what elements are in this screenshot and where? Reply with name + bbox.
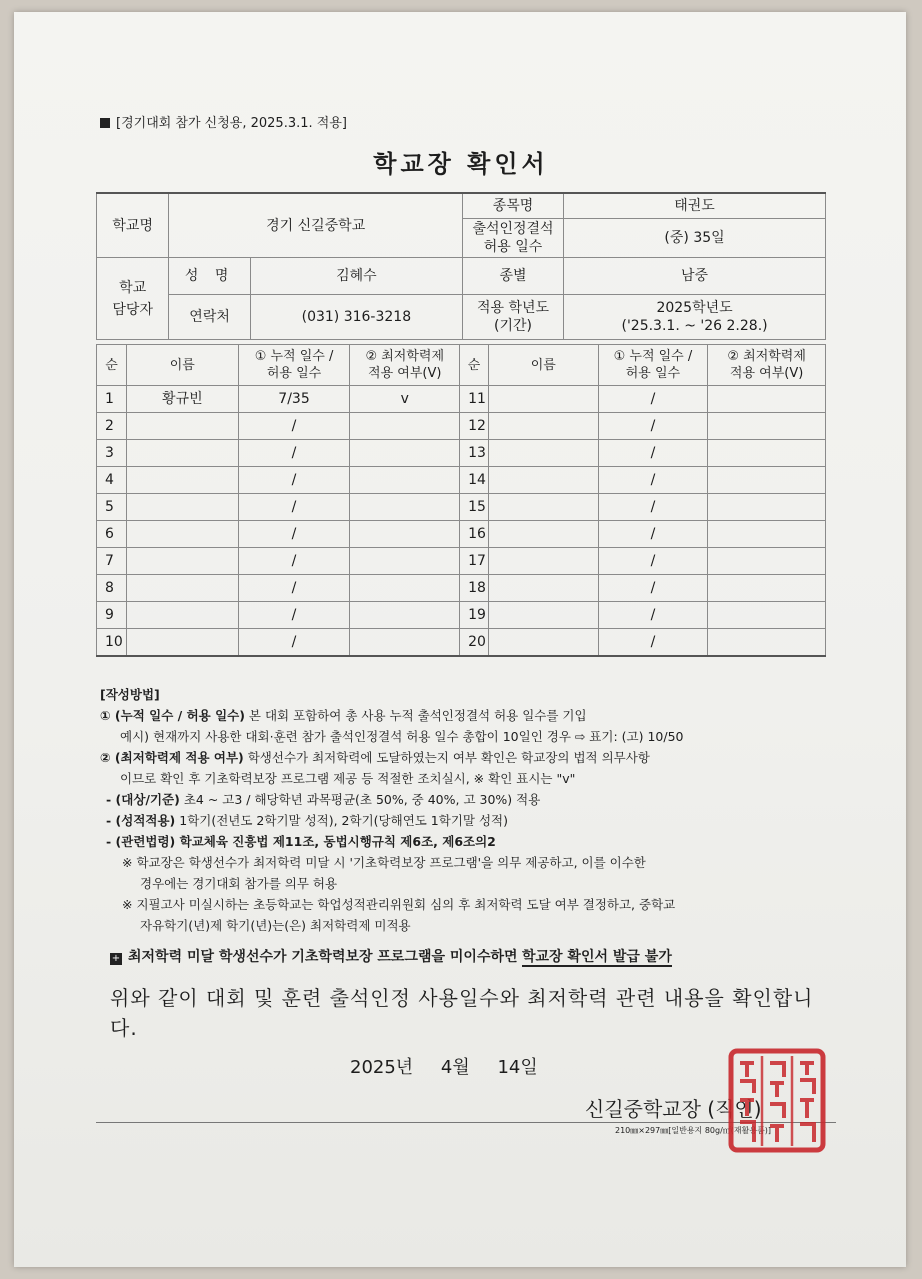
student-name	[488, 575, 598, 602]
days-used: /	[598, 602, 708, 629]
header-no: 순	[460, 345, 489, 386]
name-value: 김혜수	[250, 258, 462, 295]
absence-value: (중) 35일	[564, 219, 826, 258]
row-number: 4	[97, 467, 127, 494]
row-number: 10	[97, 629, 127, 657]
phone-value: (031) 316-3218	[250, 295, 462, 340]
roster-header-row	[97, 345, 826, 386]
table-row	[97, 575, 826, 602]
min-achievement	[708, 494, 826, 521]
form-header	[100, 112, 347, 131]
student-name	[126, 629, 238, 657]
days-used: /	[238, 521, 350, 548]
table-row	[97, 548, 826, 575]
student-name	[126, 602, 238, 629]
row-number: 20	[460, 629, 489, 657]
min-achievement	[350, 602, 460, 629]
row-number: 18	[460, 575, 489, 602]
days-used: /	[598, 575, 708, 602]
min-achievement	[708, 629, 826, 657]
days-used: /	[238, 494, 350, 521]
instruction-line: ① (누적 일수 / 허용 일수) 본 대회 포함하여 총 사용 누적 출석인정결석 허용 일수를 기입	[100, 708, 587, 723]
paper-spec-note: 210㎜×297㎜[일반용지 80g/㎡(재활용품)]	[615, 1126, 772, 1135]
min-achievement	[708, 440, 826, 467]
row-number: 1	[97, 386, 127, 413]
student-name	[488, 413, 598, 440]
student-name: 황규빈	[126, 386, 238, 413]
min-achievement	[708, 386, 826, 413]
school-label: 학교명	[97, 193, 169, 258]
days-used: /	[598, 467, 708, 494]
row-number: 11	[460, 386, 489, 413]
warning-notice: + 최저학력 미달 학생선수가 기초학력보장 프로그램을 미이수하면 학교장 확인서 발급 불가	[111, 949, 672, 965]
instructions	[100, 684, 840, 936]
min-achievement	[350, 413, 460, 440]
student-name	[488, 629, 598, 657]
row-number: 8	[97, 575, 127, 602]
table-row	[97, 629, 826, 657]
min-achievement	[350, 467, 460, 494]
instruction-line: - (성적적용) 1학기(전년도 2학기말 성적), 2학기(당해연도 1학기말 성적)	[106, 813, 508, 828]
days-used: 7/35	[238, 386, 350, 413]
official-seal-stamp	[728, 1048, 826, 1153]
plus-box-icon: +	[111, 953, 121, 964]
days-used: /	[238, 629, 350, 657]
instruction-line: - (대상/기준) 초4 ~ 고3 / 해당학년 과목평균(초 50%, 중 40%, 고 30%) 적용	[106, 792, 541, 807]
square-bullet-icon	[100, 118, 110, 128]
row-number: 12	[460, 413, 489, 440]
days-used: /	[598, 494, 708, 521]
min-achievement	[350, 575, 460, 602]
row-number: 6	[97, 521, 127, 548]
min-achievement	[708, 575, 826, 602]
instruction-line: - (관련법령) 학교체육 진흥법 제11조, 동법시행규칙 제6조, 제6조의2	[106, 834, 496, 849]
header-no: 순	[97, 345, 127, 386]
min-achievement	[350, 629, 460, 657]
table-row	[97, 413, 826, 440]
sport-value: 태권도	[564, 193, 826, 219]
student-name	[488, 548, 598, 575]
min-achievement	[708, 413, 826, 440]
instructions-title: [작성방법]	[100, 687, 160, 702]
days-used: /	[598, 521, 708, 548]
row-number: 7	[97, 548, 127, 575]
year-value: 2025학년도 ('25.3.1. ~ '26 2.28.)	[564, 295, 826, 340]
sport-label: 종목명	[462, 193, 563, 219]
days-used: /	[238, 575, 350, 602]
table-row	[97, 467, 826, 494]
student-name	[488, 386, 598, 413]
instruction-line: 자유학기(년)제 학기(년)는(은) 최저학력제 미적용	[140, 918, 411, 933]
instruction-line: ※ 지필고사 미실시하는 초등학교는 학업성적관리위원회 심의 후 최저학력 도달 여부 결정하고, 중학교	[122, 897, 676, 912]
table-row	[97, 494, 826, 521]
min-achievement	[350, 494, 460, 521]
table-row	[97, 602, 826, 629]
warning-underlined: 학교장 확인서 발급 불가	[521, 949, 672, 965]
row-number: 17	[460, 548, 489, 575]
row-number: 3	[97, 440, 127, 467]
days-used: /	[238, 548, 350, 575]
row-number: 9	[97, 602, 127, 629]
days-used: /	[238, 467, 350, 494]
footer-divider	[96, 1122, 836, 1123]
principal-signature-line: 신길중학교장 (직인)	[585, 1097, 762, 1121]
student-name	[126, 413, 238, 440]
table-row	[97, 440, 826, 467]
table-row	[97, 521, 826, 548]
student-name	[126, 575, 238, 602]
row-number: 2	[97, 413, 127, 440]
days-used: /	[598, 413, 708, 440]
page-title: 학교장 확인서	[373, 150, 549, 178]
student-name	[488, 602, 598, 629]
days-used: /	[598, 548, 708, 575]
header-days: ① 누적 일수 / 허용 일수	[598, 345, 708, 386]
row-number: 5	[97, 494, 127, 521]
school-info-table	[96, 192, 826, 340]
header-days: ① 누적 일수 / 허용 일수	[238, 345, 350, 386]
contact-label: 학교 담당자	[97, 258, 169, 340]
row-number: 19	[460, 602, 489, 629]
absence-label: 출석인정결석 허용 일수	[462, 219, 563, 258]
header-min: ② 최저학력제 적용 여부(V)	[350, 345, 460, 386]
confirmation-statement: 위와 같이 대회 및 훈련 출석인정 사용일수와 최저학력 관련 내용을 확인합니다.	[110, 986, 814, 1040]
gender-label: 종별	[462, 258, 563, 295]
min-achievement	[708, 521, 826, 548]
student-name	[488, 440, 598, 467]
student-name	[488, 494, 598, 521]
header-name: 이름	[126, 345, 238, 386]
year-label: 적용 학년도 (기간)	[462, 295, 563, 340]
days-used: /	[238, 602, 350, 629]
days-used: /	[598, 629, 708, 657]
min-achievement	[350, 548, 460, 575]
header-name: 이름	[488, 345, 598, 386]
name-label: 성 명	[169, 258, 250, 295]
header-min: ② 최저학력제 적용 여부(V)	[708, 345, 826, 386]
table-row	[97, 386, 826, 413]
instruction-line: 이므로 확인 후 기초학력보장 프로그램 제공 등 적절한 조치실시, ※ 확인 표시는 "v"	[120, 771, 576, 786]
instruction-line: 경우에는 경기대회 참가를 의무 허용	[140, 876, 338, 891]
min-achievement	[350, 440, 460, 467]
instruction-line: ② (최저학력제 적용 여부) 학생선수가 최저학력에 도달하였는지 여부 확인은 학교장의 법적 의무사항	[100, 750, 650, 765]
issue-date: 2025년 4월 14일	[350, 1057, 538, 1078]
min-achievement: v	[350, 386, 460, 413]
form-header-text: [경기대회 참가 신청용, 2025.3.1. 적용]	[116, 116, 347, 131]
min-achievement	[708, 548, 826, 575]
instruction-line: 예시) 현재까지 사용한 대회·훈련 참가 출석인정결석 허용 일수 총합이 10일인 경우 ⇨ 표기: (고) 10/50	[120, 729, 684, 744]
student-name	[126, 521, 238, 548]
row-number: 14	[460, 467, 489, 494]
student-name	[126, 494, 238, 521]
school-value: 경기 신길중학교	[169, 193, 463, 258]
instruction-line: ※ 학교장은 학생선수가 최저학력 미달 시 '기초학력보장 프로그램'을 의무 제공하고, 이를 이수한	[122, 855, 646, 870]
days-used: /	[598, 440, 708, 467]
row-number: 16	[460, 521, 489, 548]
gender-value: 남중	[564, 258, 826, 295]
student-name	[488, 467, 598, 494]
min-achievement	[708, 602, 826, 629]
days-used: /	[238, 440, 350, 467]
student-name	[126, 467, 238, 494]
student-name	[488, 521, 598, 548]
student-name	[126, 548, 238, 575]
student-roster-table	[96, 344, 826, 657]
student-name	[126, 440, 238, 467]
days-used: /	[598, 386, 708, 413]
row-number: 13	[460, 440, 489, 467]
min-achievement	[708, 467, 826, 494]
min-achievement	[350, 521, 460, 548]
row-number: 15	[460, 494, 489, 521]
days-used: /	[238, 413, 350, 440]
phone-label: 연락처	[169, 295, 250, 340]
